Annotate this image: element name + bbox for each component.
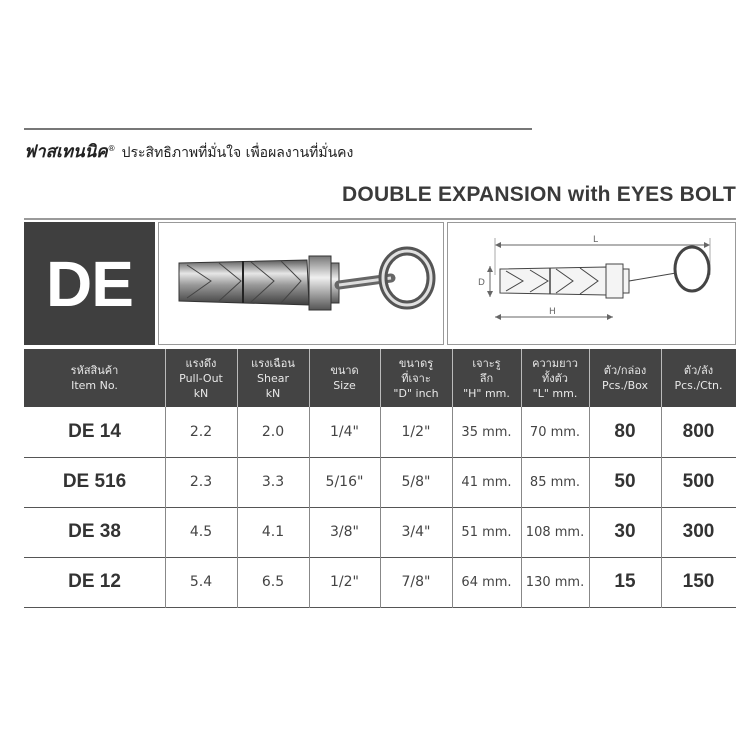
hole-label: H: [549, 307, 556, 317]
header-line: kN: [265, 386, 281, 400]
shear-cell: 6.5: [261, 574, 285, 590]
pcs-ctn-cell: 300: [682, 521, 715, 542]
header-line: kN: [193, 386, 209, 400]
hole-depth-cell: 64 mm.: [461, 574, 512, 590]
header-divider: [521, 349, 522, 407]
pull-out-cell: 4.5: [189, 524, 213, 540]
header-divider: [380, 349, 381, 407]
pcs-box-cell: 80: [614, 421, 636, 442]
brand-rule: [24, 128, 532, 130]
header-divider: [165, 349, 166, 407]
header-line: รหัสสินค้า: [70, 364, 119, 377]
column-divider: [661, 407, 662, 608]
header-line: "H" mm.: [463, 386, 510, 400]
header-divider: [589, 349, 590, 407]
size-cell: 1/2": [330, 574, 359, 590]
header-size: [309, 349, 380, 407]
header-hole-depth: [452, 349, 521, 407]
header-line: ตัว/ลัง: [683, 364, 714, 377]
item-no-cell: DE 12: [68, 571, 121, 592]
shear-cell: 2.0: [261, 424, 285, 440]
pcs-box-cell: 50: [614, 471, 636, 492]
header-line: แรงดึง: [185, 356, 217, 370]
total-length-cell: 70 mm.: [529, 424, 581, 440]
header-line: ขนาด: [330, 364, 359, 377]
header-divider: [309, 349, 310, 407]
pcs-ctn-cell: 800: [682, 421, 715, 442]
hole-diameter-cell: 7/8": [401, 574, 431, 590]
item-no-cell: DE 516: [62, 471, 127, 492]
column-divider: [380, 407, 381, 608]
header-pull-out: [165, 349, 237, 407]
header-divider: [661, 349, 662, 407]
header-line: เจาะรู: [472, 356, 501, 370]
header-line: แรงเฉือน: [251, 356, 295, 370]
total-length-cell: 85 mm.: [529, 474, 581, 490]
column-divider: [589, 407, 590, 608]
brand-name: ฟาสเทนนิค: [24, 142, 108, 162]
hole-diameter-cell: 3/4": [401, 524, 431, 540]
header-line: ที่เจาะ: [401, 371, 431, 385]
brand-tagline: ประสิทธิภาพที่มั่นใจ เพื่อผลงานที่มั่นคง: [121, 145, 354, 161]
dimension-drawing: [448, 223, 737, 346]
header-line: Pcs./Box: [601, 379, 649, 392]
total-length-cell: 130 mm.: [525, 574, 585, 590]
trademark-symbol: ®: [107, 144, 116, 154]
header-line: ทั้งตัว: [542, 371, 568, 385]
hole-diameter-cell: 1/2": [401, 424, 431, 440]
hole-depth-cell: 51 mm.: [461, 524, 512, 540]
brand-line: [24, 138, 353, 165]
column-divider: [309, 407, 310, 608]
hole-depth-cell: 35 mm.: [461, 424, 512, 440]
length-label: L: [593, 235, 599, 245]
header-shear: [237, 349, 309, 407]
header-pcs-ctn: [661, 349, 736, 407]
page-title: DOUBLE EXPANSION with EYES BOLT: [342, 183, 736, 206]
header-line: Shear: [257, 371, 289, 385]
product-photo: [158, 222, 444, 345]
header-line: Size: [333, 379, 356, 392]
header-divider: [452, 349, 453, 407]
header-line: ขนาดรู: [398, 356, 434, 370]
header-line: ความยาว: [532, 356, 578, 370]
hero-rule: [24, 218, 736, 220]
header-hole-diameter: [380, 349, 452, 407]
pcs-box-cell: 30: [614, 521, 636, 542]
header-pcs-box: [589, 349, 661, 407]
shear-cell: 4.1: [261, 524, 285, 540]
dimension-diagram: [447, 222, 736, 345]
column-divider: [452, 407, 453, 608]
header-line: Pull-Out: [179, 371, 223, 385]
header-item-no: [24, 349, 165, 407]
pcs-ctn-cell: 500: [682, 471, 715, 492]
header-line: Item No.: [71, 379, 118, 392]
item-no-cell: DE 14: [68, 421, 121, 442]
pcs-box-cell: 15: [614, 571, 636, 592]
total-length-cell: 108 mm.: [525, 524, 585, 540]
pull-out-cell: 2.2: [189, 424, 213, 440]
pull-out-cell: 2.3: [189, 474, 213, 490]
item-no-cell: DE 38: [68, 521, 121, 542]
pull-out-cell: 5.4: [189, 574, 213, 590]
size-cell: 1/4": [330, 424, 359, 440]
header-total-length: [521, 349, 589, 407]
header-divider: [237, 349, 238, 407]
hole-depth-cell: 41 mm.: [461, 474, 512, 490]
eye-bolt-illustration: [159, 223, 445, 346]
header-line: ตัว/กล่อง: [603, 364, 647, 377]
size-cell: 5/16": [325, 474, 364, 490]
column-divider: [237, 407, 238, 608]
product-code-text: DE: [46, 247, 133, 320]
diameter-label: D: [478, 278, 485, 288]
header-line: "L" mm.: [532, 386, 578, 400]
column-divider: [165, 407, 166, 608]
column-divider: [521, 407, 522, 608]
header-line: "D" inch: [393, 386, 439, 400]
header-line: ลึก: [479, 371, 494, 385]
size-cell: 3/8": [330, 524, 359, 540]
pcs-ctn-cell: 150: [682, 571, 715, 592]
header-line: Pcs./Ctn.: [674, 379, 723, 392]
hole-diameter-cell: 5/8": [401, 474, 431, 490]
shear-cell: 3.3: [261, 474, 285, 490]
